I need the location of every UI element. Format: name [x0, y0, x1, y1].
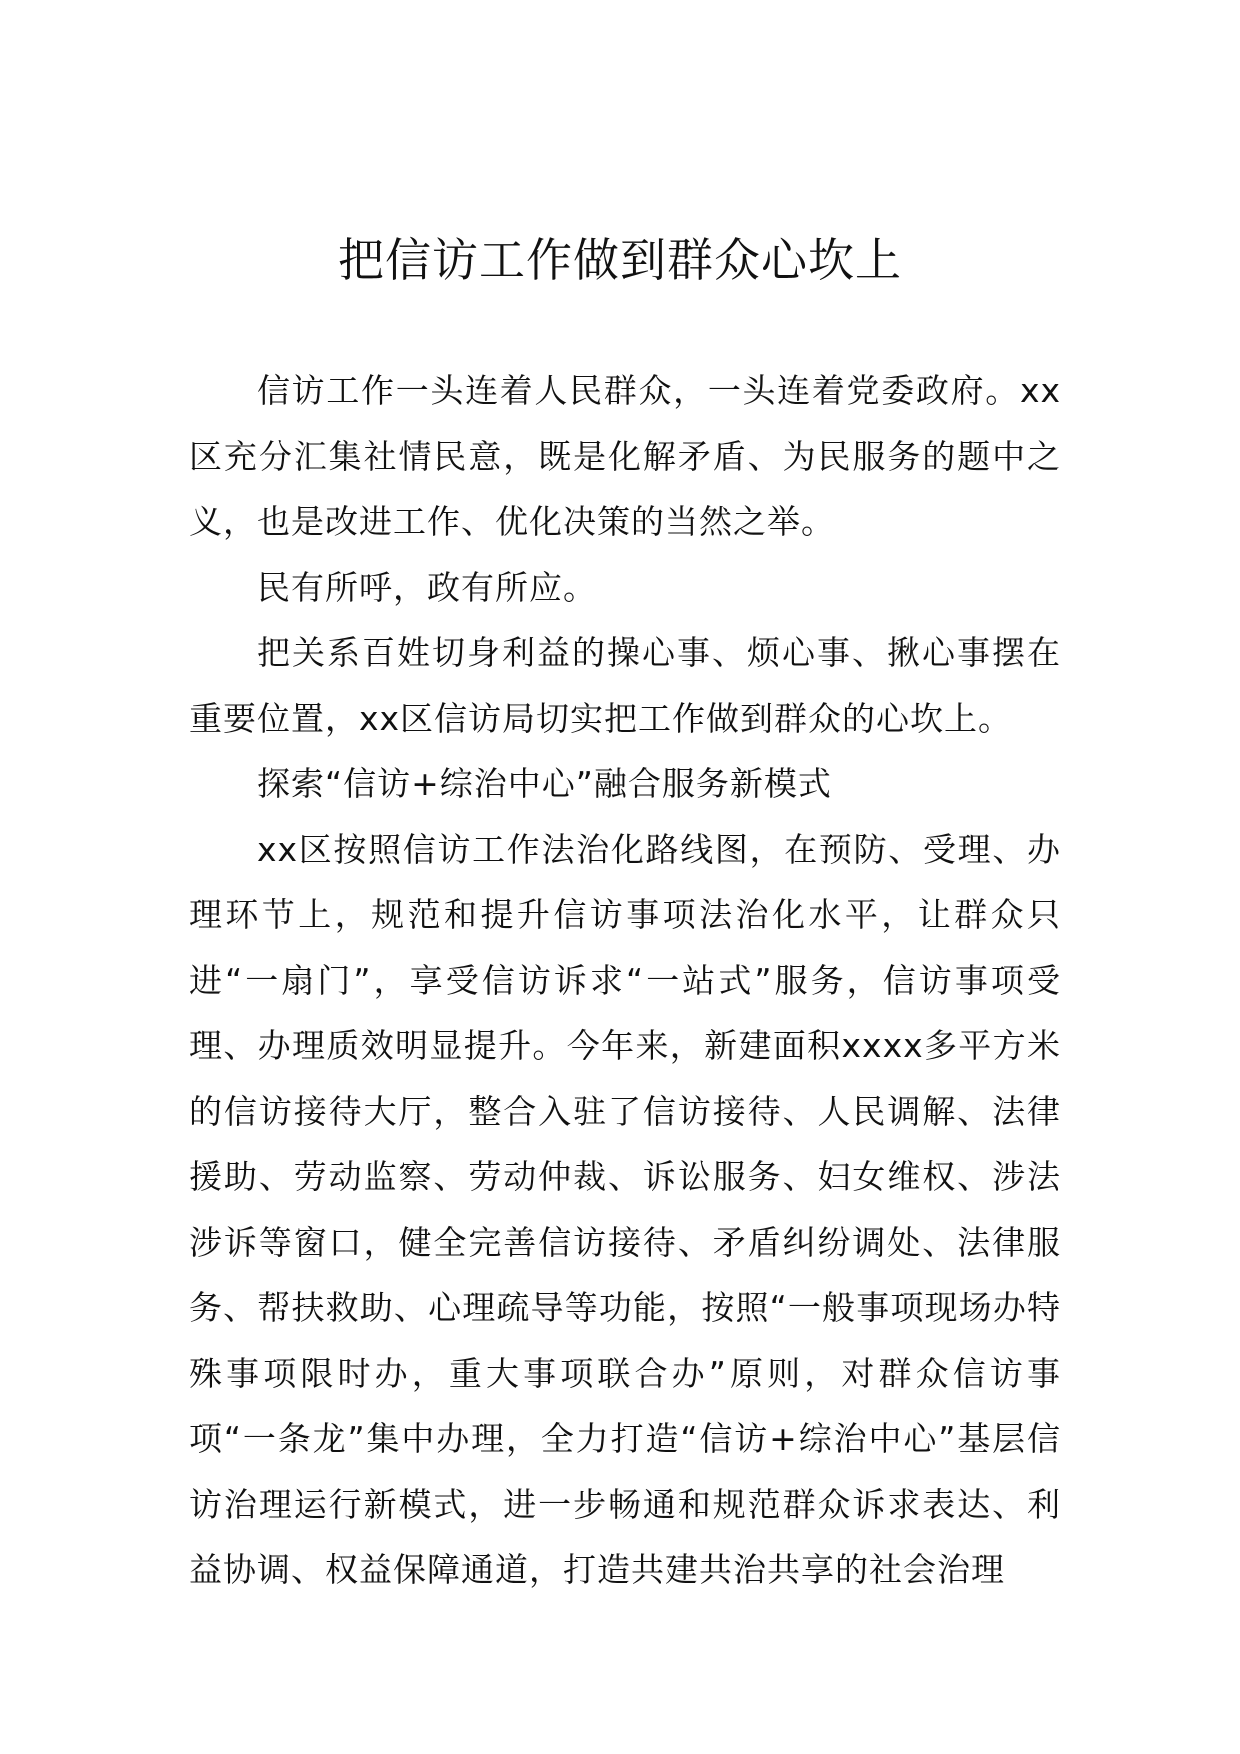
- paragraph-intro: 信访工作一头连着人民群众，一头连着党委政府。xx区充分汇集社情民意，既是化解矛盾、为民服务的题中之义，也是改进工作、优化决策的当然之举。: [189, 371, 1061, 541]
- section-heading: 探索“信访+综治中心”融合服务新模式: [257, 764, 832, 803]
- paragraph-model: xx区按照信访工作法治化路线图，在预防、受理、办理环节上，规范和提升信访事项法治化水平，让群众只进“一扇门”，享受信访诉求“一站式”服务，信访事项受理、办理质效明显提升。今年来，新建面积xxxx多平方米的信访接待大厅，整合入驻了信访接待、人民调解、法律援助、劳动监察、劳动仲裁、诉讼服务、妇女维权、涉法涉诉等窗口，健全完善信访接待、矛盾纠纷调处、法律服务、帮扶救助、心理疏导等功能，按照“一般事项现场办特殊事项限时办，重大事项联合办”原则，对群众信访事项“一条龙”集中办理，全力打造“信访+综治中心”基层信访治理运行新模式，进一步畅通和规范群众诉求表达、利益协调、权益保障通道，打造共建共治共享的社会治理: [189, 829, 1061, 1589]
- paragraph-priority: 把关系百姓切身利益的操心事、烦心事、揪心事摆在重要位置，xx区信访局切实把工作做到群众的心坎上。: [189, 633, 1061, 738]
- document-title: 把信访工作做到群众心坎上: [338, 233, 902, 287]
- document-body: [189, 358, 1061, 1603]
- paragraph-slogan: 民有所呼，政有所应。: [257, 567, 597, 607]
